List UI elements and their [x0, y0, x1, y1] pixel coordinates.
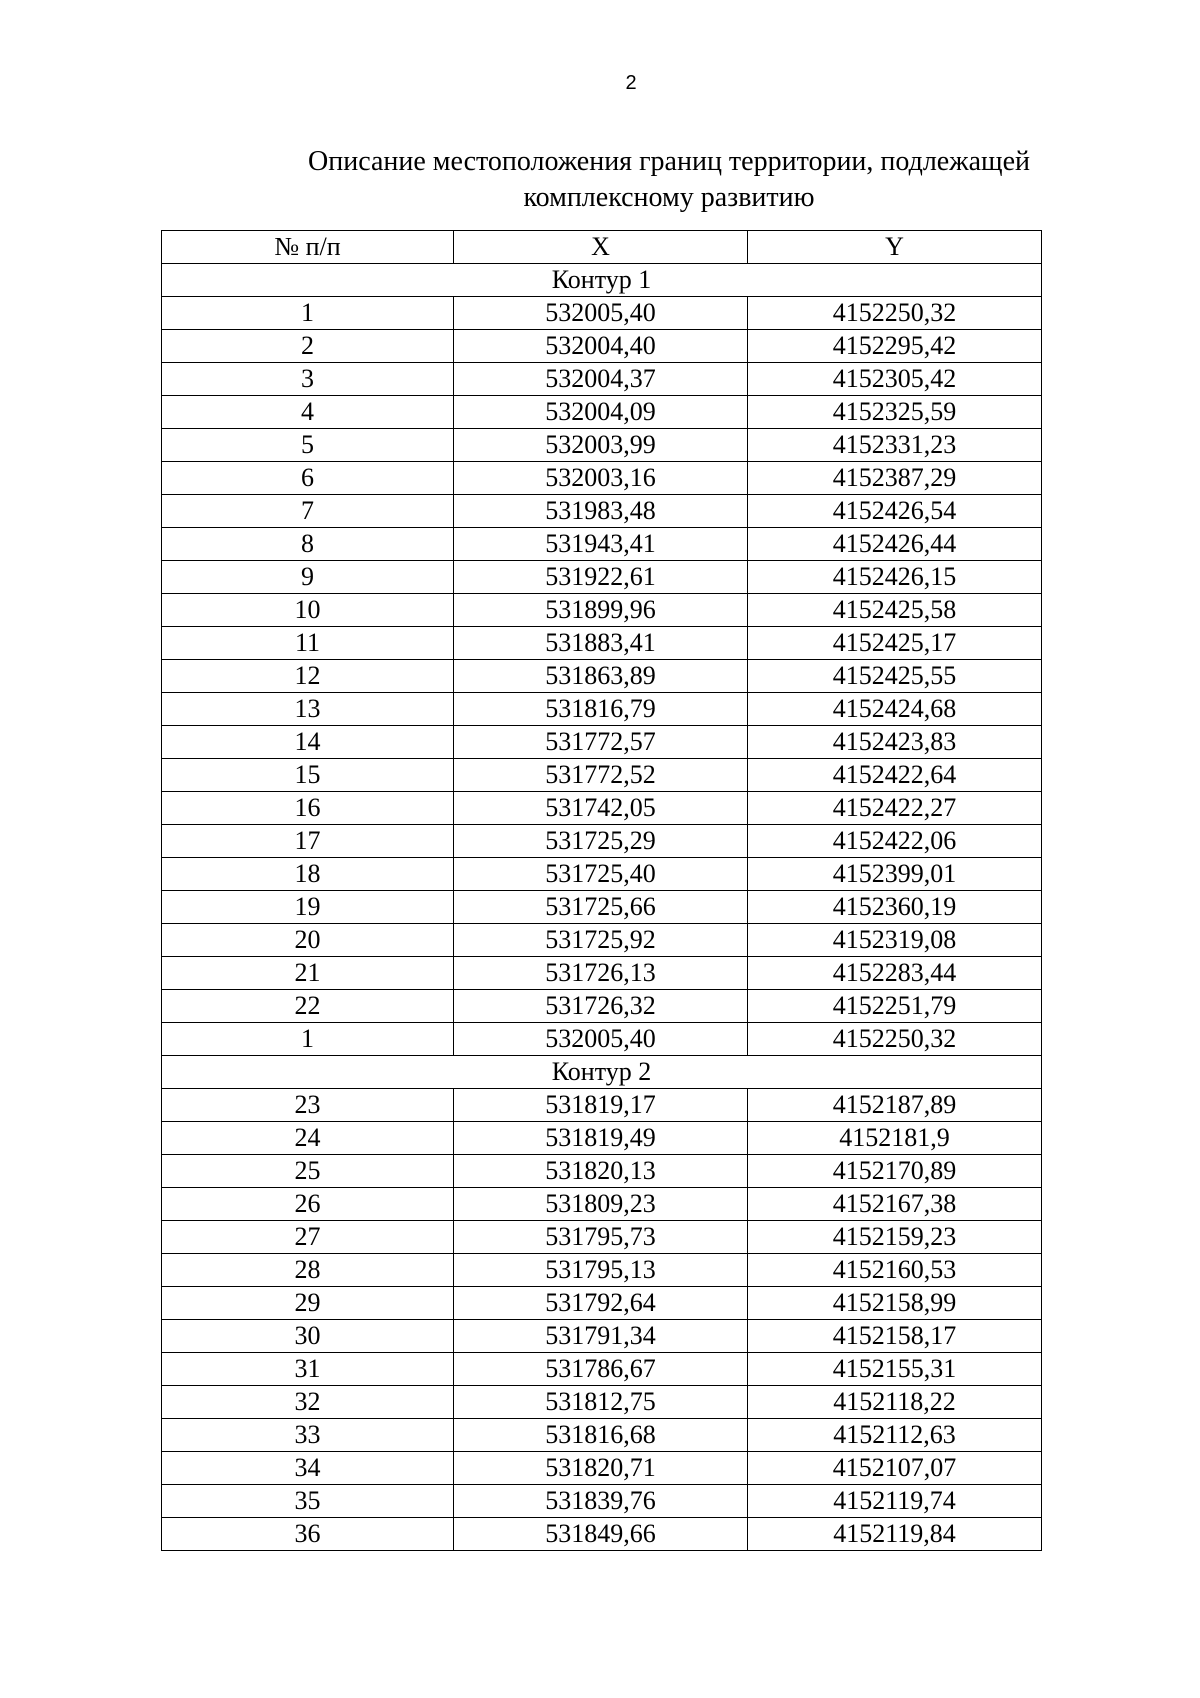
cell-point-number: 33 — [162, 1419, 454, 1452]
cell-y: 4152181,9 — [748, 1122, 1042, 1155]
header-point-number: № п/п — [162, 231, 454, 264]
table-row — [162, 1188, 1042, 1221]
cell-y: 4152167,38 — [748, 1188, 1042, 1221]
table-row — [162, 858, 1042, 891]
cell-x: 532005,40 — [454, 297, 748, 330]
table-row — [162, 297, 1042, 330]
page-number: 2 — [625, 72, 637, 94]
document-title — [286, 144, 1052, 216]
cell-point-number: 22 — [162, 990, 454, 1023]
table-row — [162, 1452, 1042, 1485]
cell-y: 4152425,58 — [748, 594, 1042, 627]
table-row — [162, 891, 1042, 924]
cell-x: 532004,37 — [454, 363, 748, 396]
cell-point-number: 13 — [162, 693, 454, 726]
table-row — [162, 660, 1042, 693]
table-row — [162, 957, 1042, 990]
cell-point-number: 32 — [162, 1386, 454, 1419]
table-row — [162, 462, 1042, 495]
cell-y: 4152426,44 — [748, 528, 1042, 561]
table-row — [162, 1254, 1042, 1287]
header-y: Y — [748, 231, 1042, 264]
table-row — [162, 693, 1042, 726]
table-row — [162, 594, 1042, 627]
table-row — [162, 825, 1042, 858]
table-row — [162, 330, 1042, 363]
cell-y: 4152426,15 — [748, 561, 1042, 594]
table-row — [162, 990, 1042, 1023]
coordinates-table-body — [162, 264, 1042, 1551]
cell-point-number: 20 — [162, 924, 454, 957]
contour-header-row — [162, 1056, 1042, 1089]
cell-point-number: 8 — [162, 528, 454, 561]
cell-point-number: 30 — [162, 1320, 454, 1353]
table-row — [162, 759, 1042, 792]
cell-point-number: 7 — [162, 495, 454, 528]
cell-x: 531726,13 — [454, 957, 748, 990]
cell-y: 4152250,32 — [748, 297, 1042, 330]
cell-x: 532004,09 — [454, 396, 748, 429]
cell-x: 531809,23 — [454, 1188, 748, 1221]
cell-point-number: 28 — [162, 1254, 454, 1287]
cell-x: 532003,99 — [454, 429, 748, 462]
cell-x: 531849,66 — [454, 1518, 748, 1551]
cell-x: 531742,05 — [454, 792, 748, 825]
cell-x: 531791,34 — [454, 1320, 748, 1353]
cell-x: 531819,49 — [454, 1122, 748, 1155]
cell-y: 4152187,89 — [748, 1089, 1042, 1122]
cell-x: 531899,96 — [454, 594, 748, 627]
cell-y: 4152251,79 — [748, 990, 1042, 1023]
contour-header-row — [162, 264, 1042, 297]
cell-y: 4152399,01 — [748, 858, 1042, 891]
cell-point-number: 14 — [162, 726, 454, 759]
table-row — [162, 1485, 1042, 1518]
table-header-row — [162, 231, 1042, 264]
cell-y: 4152422,27 — [748, 792, 1042, 825]
coordinates-table — [161, 230, 1042, 1551]
cell-y: 4152424,68 — [748, 693, 1042, 726]
cell-x: 531820,71 — [454, 1452, 748, 1485]
cell-x: 531772,52 — [454, 759, 748, 792]
cell-point-number: 25 — [162, 1155, 454, 1188]
table-row — [162, 1320, 1042, 1353]
cell-point-number: 18 — [162, 858, 454, 891]
cell-point-number: 19 — [162, 891, 454, 924]
cell-y: 4152170,89 — [748, 1155, 1042, 1188]
cell-x: 531812,75 — [454, 1386, 748, 1419]
cell-x: 531863,89 — [454, 660, 748, 693]
cell-x: 531819,17 — [454, 1089, 748, 1122]
cell-y: 4152159,23 — [748, 1221, 1042, 1254]
cell-point-number: 17 — [162, 825, 454, 858]
cell-y: 4152112,63 — [748, 1419, 1042, 1452]
cell-y: 4152118,22 — [748, 1386, 1042, 1419]
cell-y: 4152425,55 — [748, 660, 1042, 693]
cell-x: 531922,61 — [454, 561, 748, 594]
cell-y: 4152160,53 — [748, 1254, 1042, 1287]
cell-y: 4152155,31 — [748, 1353, 1042, 1386]
table-row — [162, 1419, 1042, 1452]
cell-y: 4152423,83 — [748, 726, 1042, 759]
cell-y: 4152325,59 — [748, 396, 1042, 429]
cell-point-number: 26 — [162, 1188, 454, 1221]
cell-y: 4152422,06 — [748, 825, 1042, 858]
cell-point-number: 2 — [162, 330, 454, 363]
cell-y: 4152119,84 — [748, 1518, 1042, 1551]
cell-point-number: 36 — [162, 1518, 454, 1551]
cell-y: 4152426,54 — [748, 495, 1042, 528]
table-row — [162, 1386, 1042, 1419]
table-row — [162, 792, 1042, 825]
cell-point-number: 35 — [162, 1485, 454, 1518]
cell-point-number: 24 — [162, 1122, 454, 1155]
cell-x: 531820,13 — [454, 1155, 748, 1188]
cell-y: 4152119,74 — [748, 1485, 1042, 1518]
cell-x: 531772,57 — [454, 726, 748, 759]
cell-x: 531816,68 — [454, 1419, 748, 1452]
table-row — [162, 1155, 1042, 1188]
cell-x: 531725,92 — [454, 924, 748, 957]
cell-x: 531725,66 — [454, 891, 748, 924]
cell-x: 531726,32 — [454, 990, 748, 1023]
table-row — [162, 627, 1042, 660]
cell-x: 531725,40 — [454, 858, 748, 891]
cell-y: 4152158,17 — [748, 1320, 1042, 1353]
cell-x: 531786,67 — [454, 1353, 748, 1386]
cell-point-number: 12 — [162, 660, 454, 693]
cell-point-number: 31 — [162, 1353, 454, 1386]
cell-y: 4152305,42 — [748, 363, 1042, 396]
cell-point-number: 6 — [162, 462, 454, 495]
cell-point-number: 16 — [162, 792, 454, 825]
cell-x: 531795,13 — [454, 1254, 748, 1287]
cell-x: 531983,48 — [454, 495, 748, 528]
cell-y: 4152422,64 — [748, 759, 1042, 792]
cell-y: 4152295,42 — [748, 330, 1042, 363]
cell-point-number: 34 — [162, 1452, 454, 1485]
table-row — [162, 1023, 1042, 1056]
cell-x: 531792,64 — [454, 1287, 748, 1320]
cell-x: 532003,16 — [454, 462, 748, 495]
cell-x: 531943,41 — [454, 528, 748, 561]
cell-x: 531883,41 — [454, 627, 748, 660]
table-row — [162, 396, 1042, 429]
table-row — [162, 1221, 1042, 1254]
cell-x: 531816,79 — [454, 693, 748, 726]
document-title-line-1: Описание местоположения границ территории, подлежащей — [308, 146, 1030, 177]
cell-x: 531839,76 — [454, 1485, 748, 1518]
table-row — [162, 726, 1042, 759]
cell-x: 532004,40 — [454, 330, 748, 363]
cell-y: 4152425,17 — [748, 627, 1042, 660]
cell-x: 531725,29 — [454, 825, 748, 858]
cell-point-number: 11 — [162, 627, 454, 660]
table-row — [162, 1287, 1042, 1320]
cell-point-number: 10 — [162, 594, 454, 627]
cell-point-number: 23 — [162, 1089, 454, 1122]
table-row — [162, 363, 1042, 396]
cell-point-number: 15 — [162, 759, 454, 792]
contour-label: Контур 2 — [162, 1056, 1042, 1089]
table-row — [162, 528, 1042, 561]
cell-y: 4152331,23 — [748, 429, 1042, 462]
table-row — [162, 561, 1042, 594]
cell-y: 4152158,99 — [748, 1287, 1042, 1320]
cell-x: 532005,40 — [454, 1023, 748, 1056]
table-row — [162, 429, 1042, 462]
table-row — [162, 1122, 1042, 1155]
cell-point-number: 3 — [162, 363, 454, 396]
cell-point-number: 27 — [162, 1221, 454, 1254]
cell-y: 4152283,44 — [748, 957, 1042, 990]
table-row — [162, 495, 1042, 528]
document-title-line-2: комплексному развитию — [523, 182, 815, 213]
cell-y: 4152360,19 — [748, 891, 1042, 924]
cell-point-number: 9 — [162, 561, 454, 594]
cell-point-number: 1 — [162, 1023, 454, 1056]
cell-point-number: 1 — [162, 297, 454, 330]
table-row — [162, 1089, 1042, 1122]
contour-label: Контур 1 — [162, 264, 1042, 297]
cell-y: 4152387,29 — [748, 462, 1042, 495]
cell-point-number: 5 — [162, 429, 454, 462]
header-x: X — [454, 231, 748, 264]
table-row — [162, 924, 1042, 957]
cell-point-number: 29 — [162, 1287, 454, 1320]
cell-y: 4152107,07 — [748, 1452, 1042, 1485]
table-row — [162, 1353, 1042, 1386]
cell-x: 531795,73 — [454, 1221, 748, 1254]
cell-y: 4152319,08 — [748, 924, 1042, 957]
cell-y: 4152250,32 — [748, 1023, 1042, 1056]
cell-point-number: 21 — [162, 957, 454, 990]
table-row — [162, 1518, 1042, 1551]
cell-point-number: 4 — [162, 396, 454, 429]
